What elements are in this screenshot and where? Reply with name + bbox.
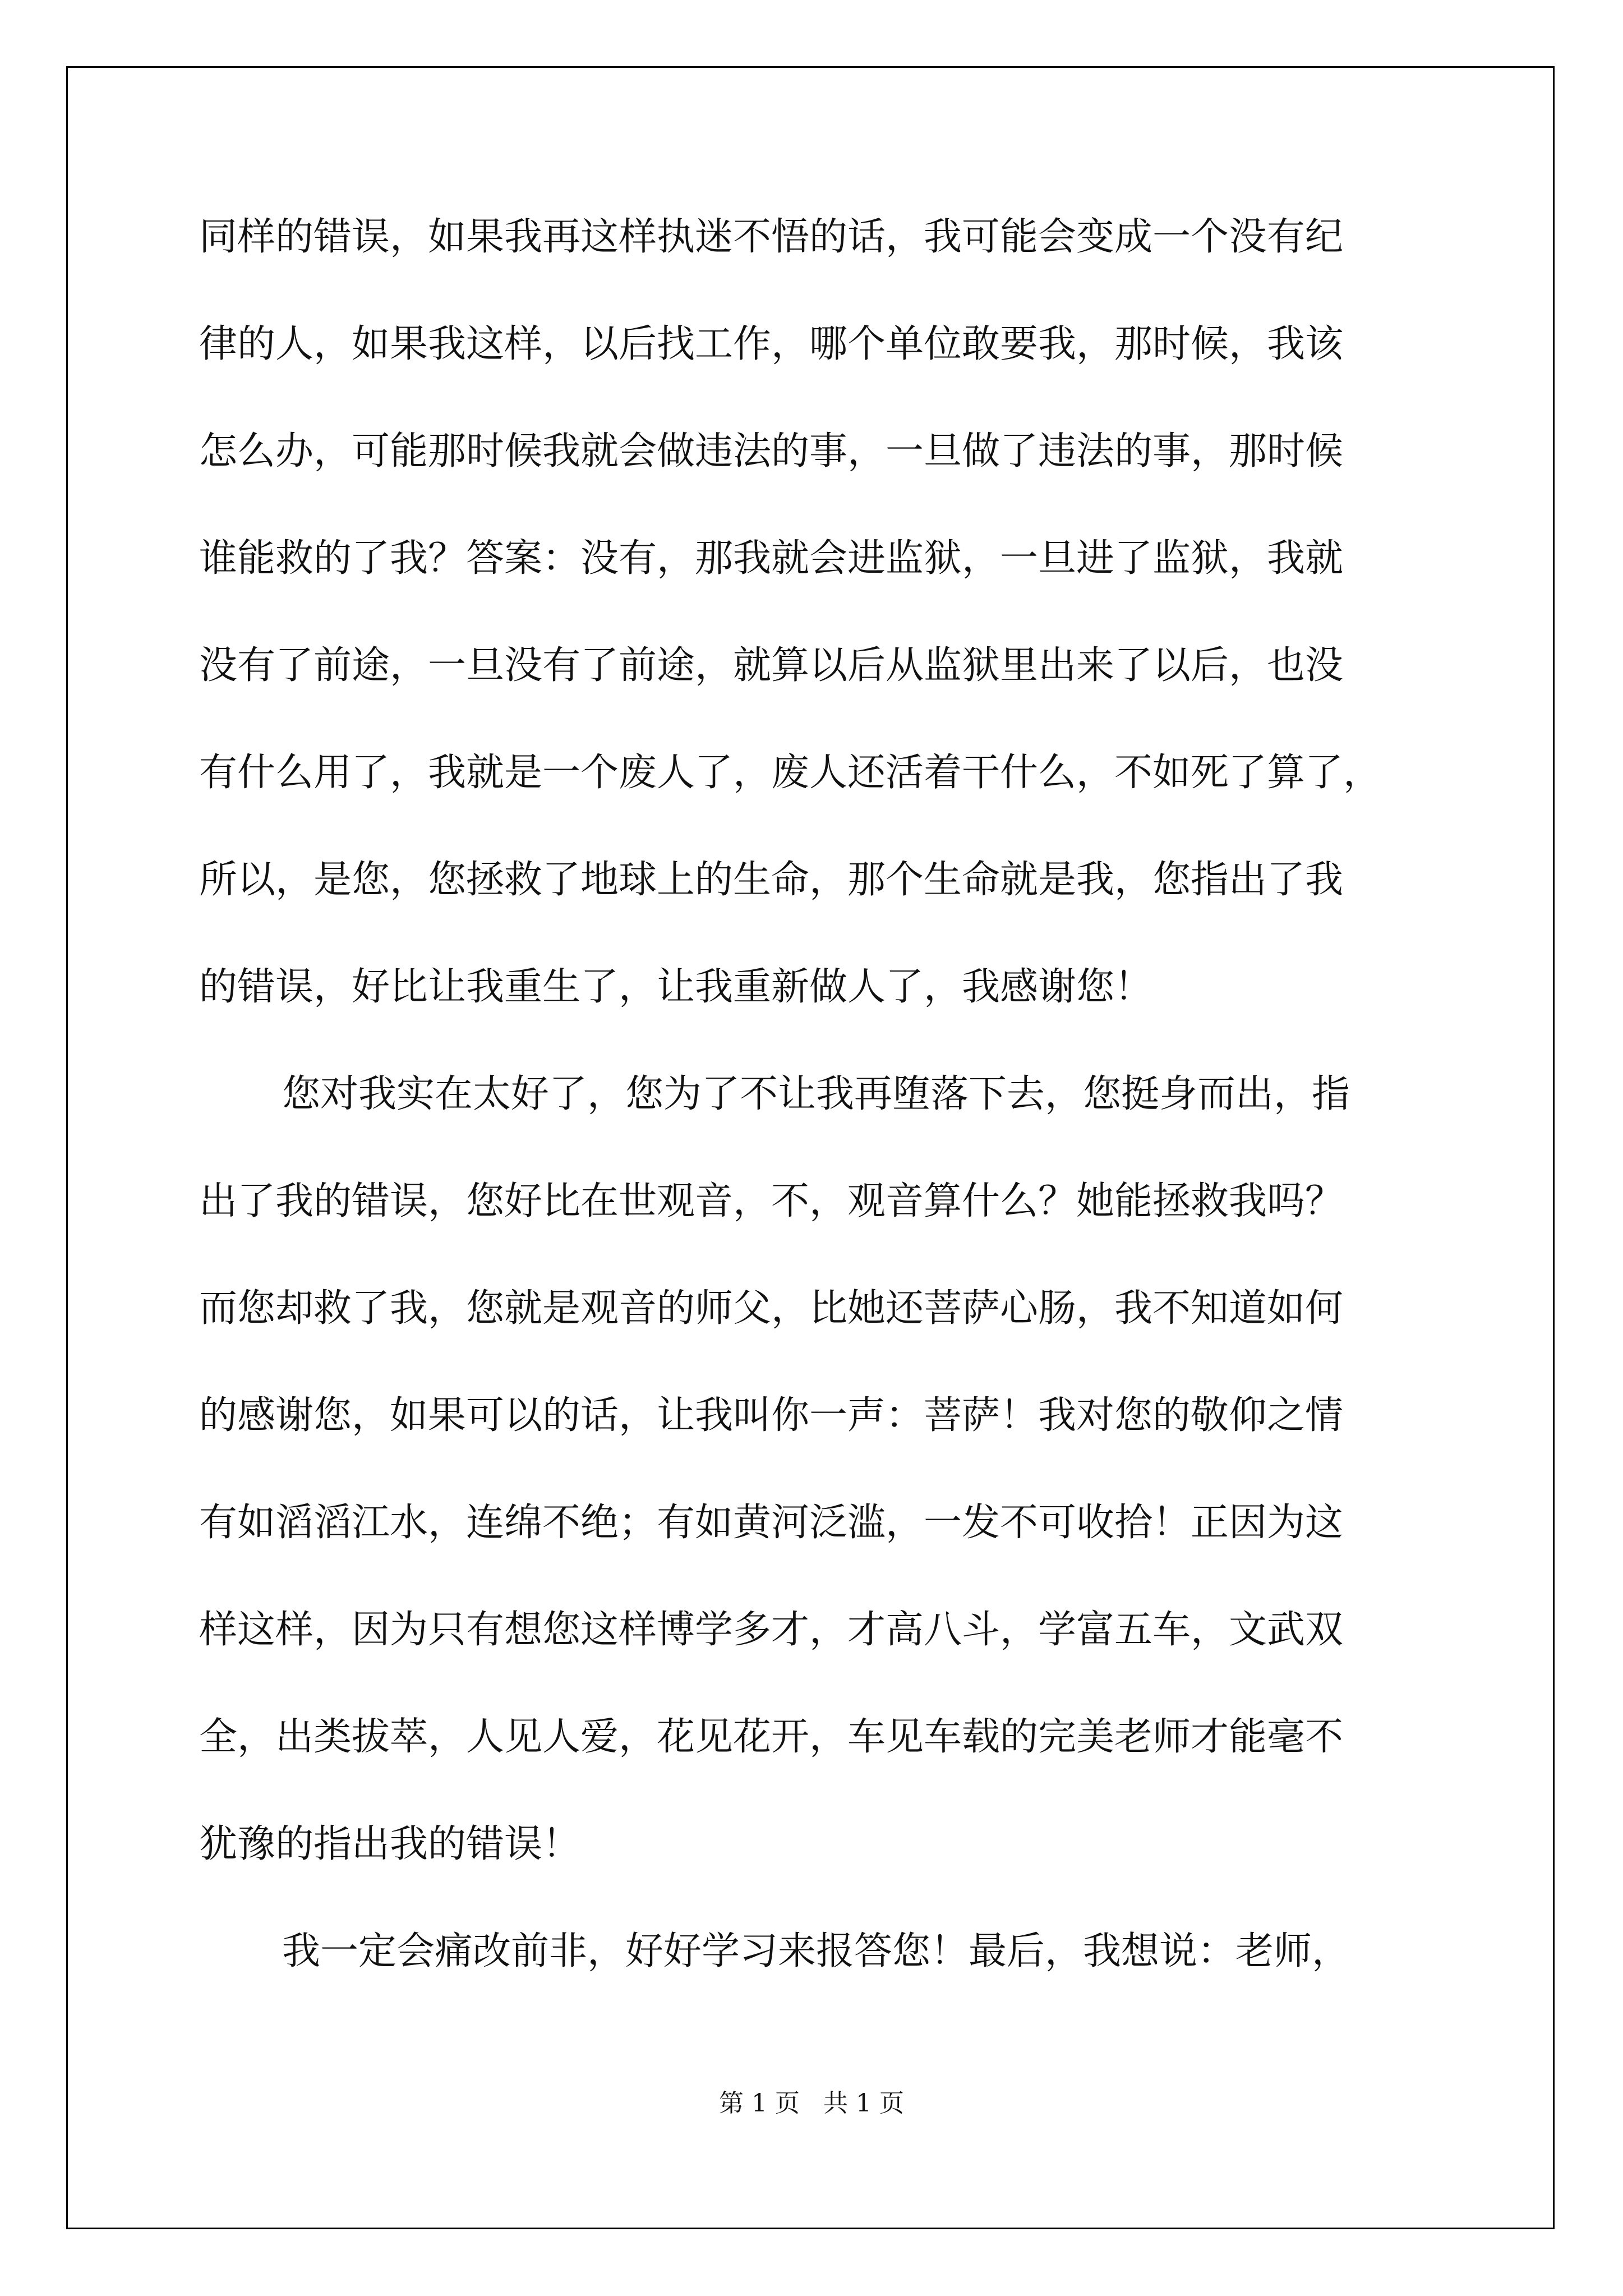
page-footer — [0, 2087, 1623, 2120]
paragraph-2 — [199, 1070, 1433, 1927]
text-line: 犹豫的指出我的错误！ — [199, 1822, 581, 1866]
text-line: 没有了前途，一旦没有了前途，就算以后从监狱里出来了以后，也没 — [199, 643, 1344, 688]
text-line: 有什么用了，我就是一个废人了，废人还活着干什么，不如死了算了， — [199, 751, 1382, 795]
text-line: 样这样，因为只有想您这样博学多才，才高八斗，学富五车，文武双 — [199, 1608, 1344, 1652]
text-line: 所以，是您，您拯救了地球上的生命，那个生命就是我，您指出了我 — [199, 858, 1344, 902]
document-body — [199, 213, 1433, 2035]
text-line: 我一定会痛改前非，好好学习来报答您！最后，我想说：老师， — [282, 1929, 1350, 1973]
text-line: 的感谢您，如果可以的话，让我叫你一声：菩萨！我对您的敬仰之情 — [199, 1393, 1344, 1438]
text-line: 有如滔滔江水，连绵不绝；有如黄河泛滥，一发不可收拾！正因为这 — [199, 1501, 1344, 1545]
text-line: 谁能救的了我？答案：没有，那我就会进监狱，一旦进了监狱，我就 — [199, 536, 1344, 581]
text-line: 的错误，好比让我重生了，让我重新做人了，我感谢您！ — [199, 965, 1153, 1009]
text-line: 律的人，如果我这样，以后找工作，哪个单位敢要我，那时候，我该 — [199, 322, 1344, 366]
page-number-label: 第 1 页 共 1 页 — [719, 2089, 904, 2118]
text-line: 全，出类拔萃，人见人爱，花见花开，车见车载的完美老师才能毫不 — [199, 1715, 1344, 1759]
paragraph-3 — [199, 1927, 1433, 2035]
text-line: 怎么办，可能那时候我就会做违法的事，一旦做了违法的事，那时候 — [199, 429, 1344, 473]
text-line: 而您却救了我，您就是观音的师父，比她还菩萨心肠，我不知道如何 — [199, 1286, 1344, 1331]
text-line: 出了我的错误，您好比在世观音，不，观音算什么？她能拯救我吗？ — [199, 1179, 1344, 1223]
text-line: 同样的错误，如果我再这样执迷不悟的话，我可能会变成一个没有纪 — [199, 215, 1344, 259]
text-line: 您对我实在太好了，您为了不让我再堕落下去，您挺身而出，指 — [282, 1072, 1350, 1116]
paragraph-1 — [199, 213, 1433, 1070]
